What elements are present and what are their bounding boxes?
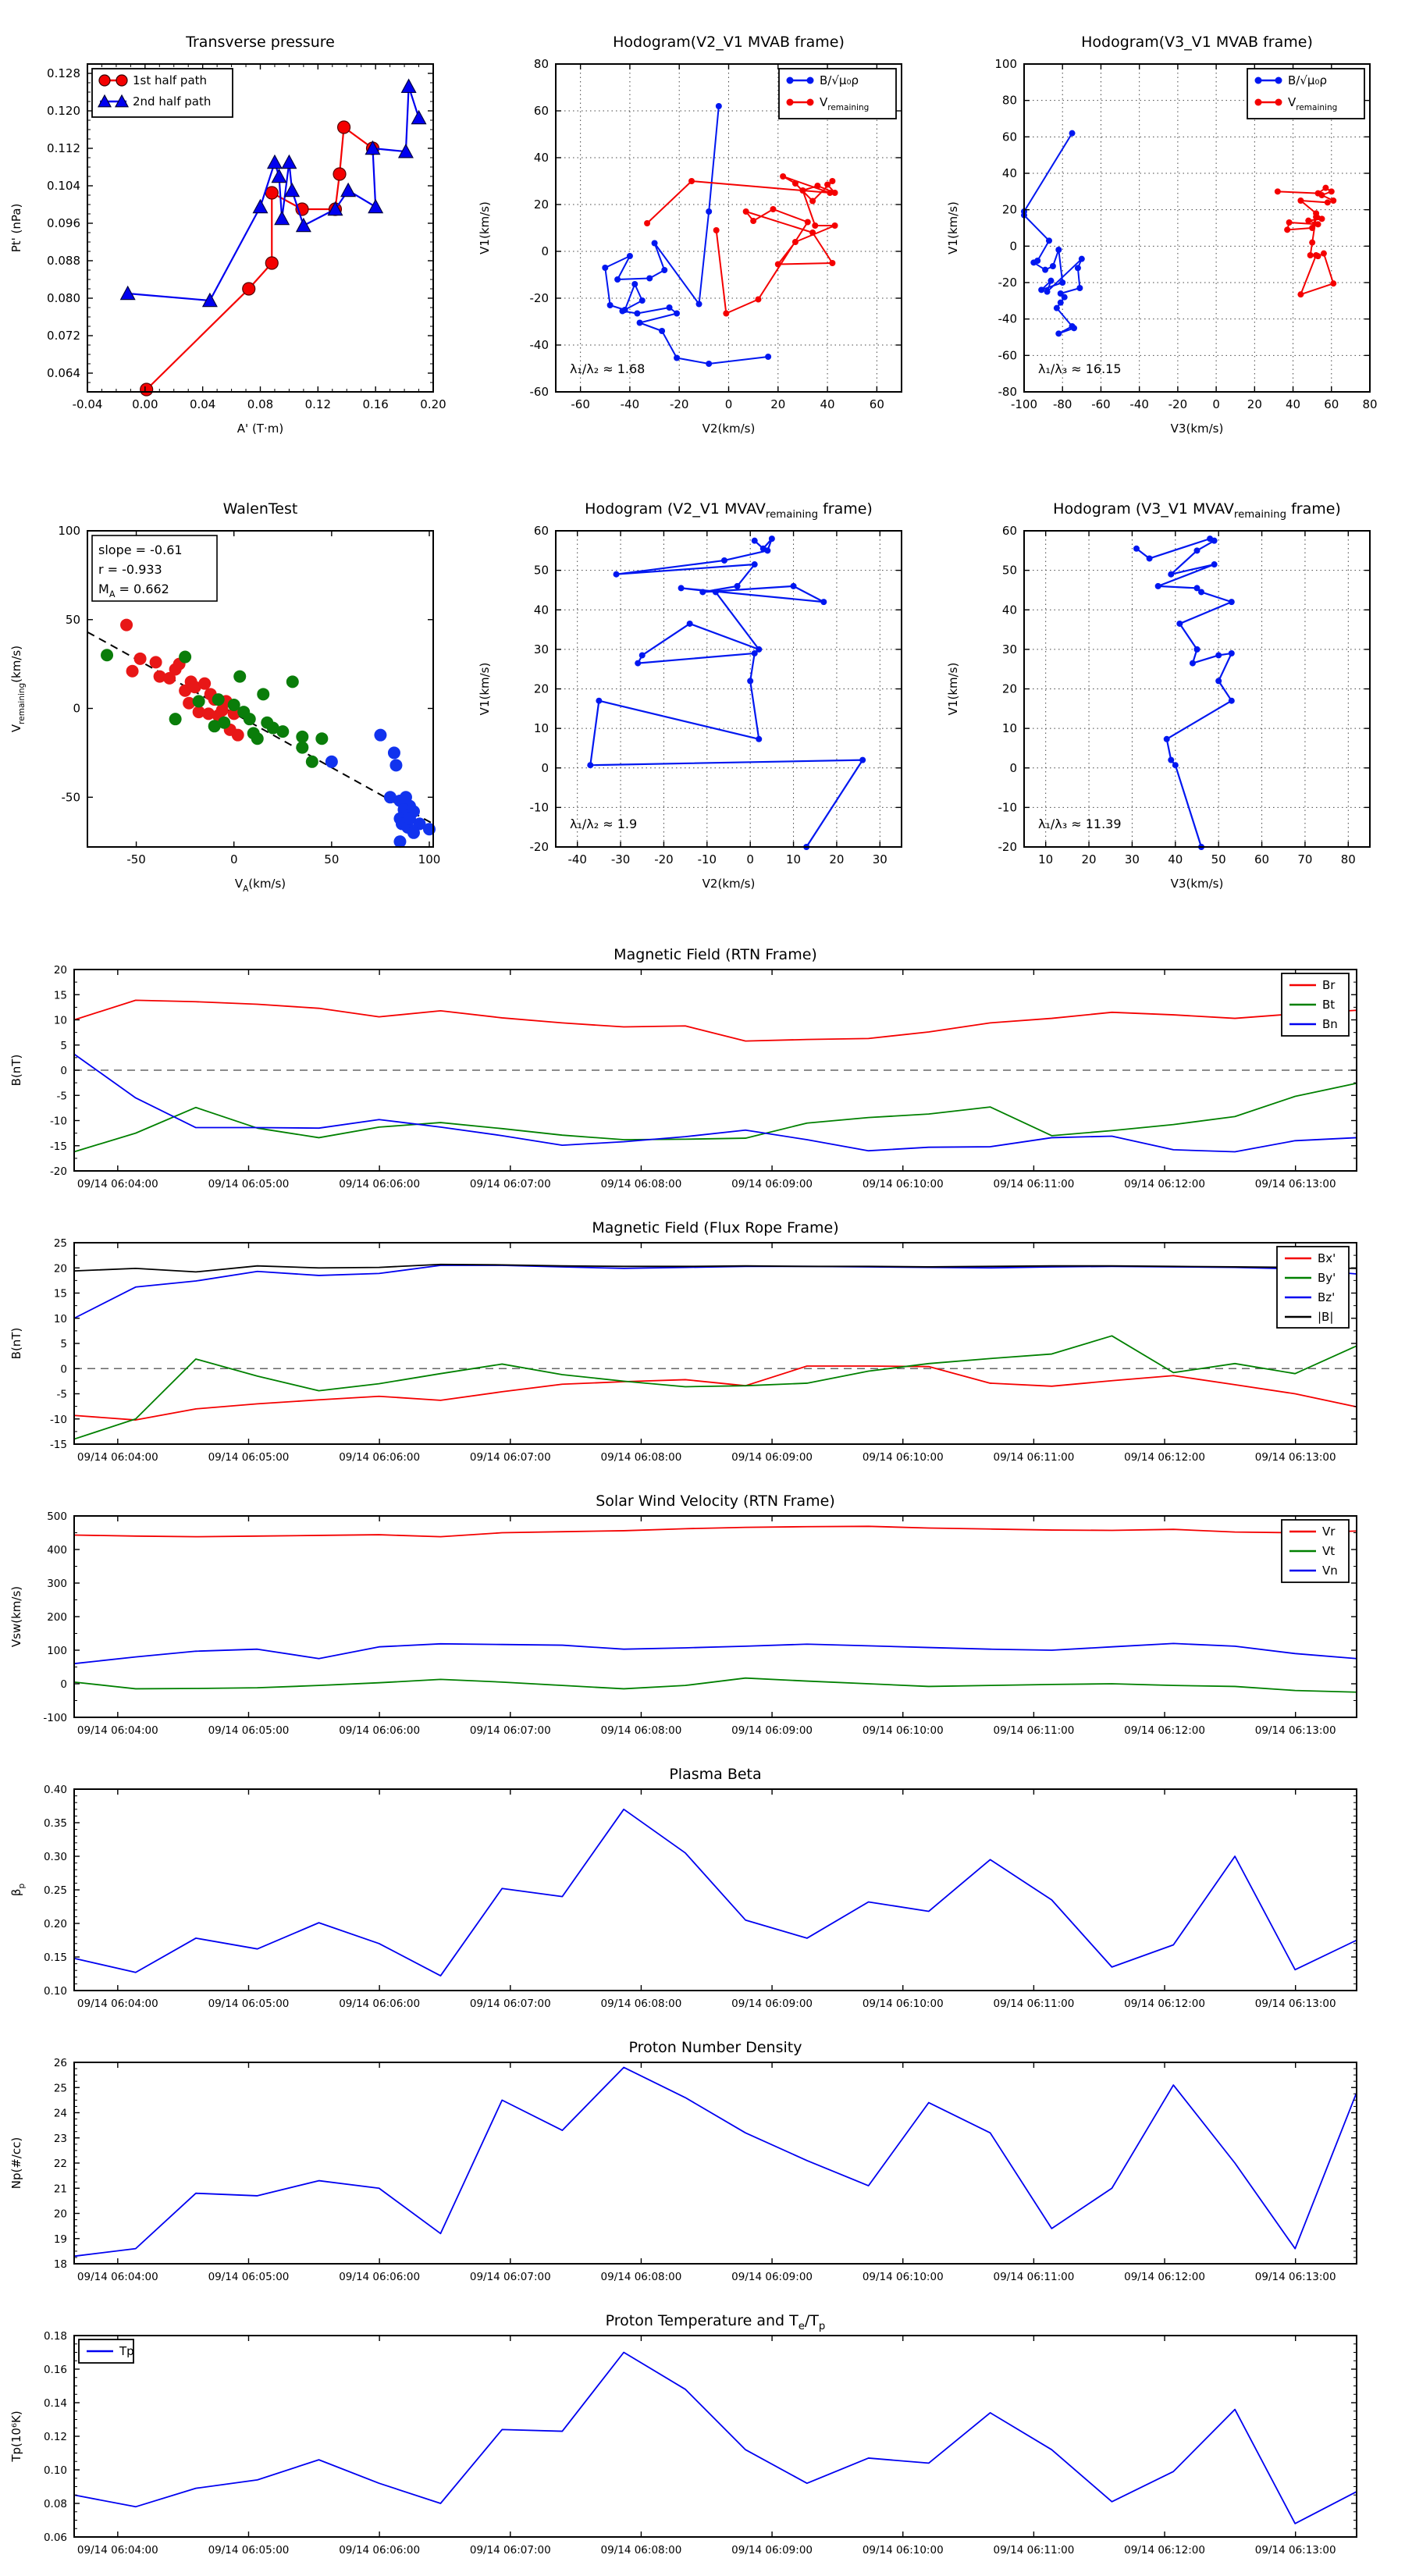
svg-text:By': By' [1318, 1271, 1336, 1285]
svg-text:09/14 06:12:00: 09/14 06:12:00 [1124, 1451, 1205, 1464]
svg-text:70: 70 [1297, 852, 1313, 866]
svg-text:0: 0 [60, 1363, 67, 1376]
chart-transverse-pressure [0, 0, 468, 468]
svg-text:09/14 06:12:00: 09/14 06:12:00 [1124, 1724, 1205, 1737]
svg-text:30: 30 [872, 852, 887, 866]
svg-text:09/14 06:12:00: 09/14 06:12:00 [1124, 1998, 1205, 2010]
svg-text:15: 15 [53, 1287, 67, 1300]
svg-text:B(nT): B(nT) [9, 1054, 23, 1087]
svg-text:30: 30 [1001, 642, 1017, 656]
svg-text:09/14 06:05:00: 09/14 06:05:00 [208, 2271, 290, 2283]
svg-text:-40: -40 [1129, 397, 1149, 411]
svg-text:-0.04: -0.04 [72, 397, 103, 411]
chart-walen-test [0, 468, 468, 937]
svg-text:0.15: 0.15 [43, 1952, 67, 1964]
svg-text:09/14 06:09:00: 09/14 06:09:00 [731, 1998, 813, 2010]
svg-text:0.064: 0.064 [47, 366, 80, 380]
svg-text:20: 20 [53, 1262, 67, 1276]
svg-text:-20: -20 [669, 397, 689, 411]
svg-text:09/14 06:04:00: 09/14 06:04:00 [76, 2271, 158, 2283]
svg-text:10: 10 [53, 1312, 67, 1325]
svg-text:Br: Br [1322, 978, 1336, 992]
svg-text:20: 20 [1001, 202, 1017, 217]
svg-text:20: 20 [770, 397, 786, 411]
svg-text:09/14 06:04:00: 09/14 06:04:00 [76, 1724, 158, 1737]
svg-text:Magnetic Field (Flux Rope Fram: Magnetic Field (Flux Rope Frame) [592, 1219, 839, 1236]
svg-text:50: 50 [1211, 852, 1226, 866]
svg-text:-10: -10 [998, 800, 1017, 815]
svg-text:-80: -80 [1052, 397, 1072, 411]
svg-text:0: 0 [60, 1065, 67, 1077]
svg-text:Vsw(km/s): Vsw(km/s) [9, 1585, 23, 1648]
svg-text:09/14 06:07:00: 09/14 06:07:00 [469, 1724, 551, 1737]
svg-text:Magnetic Field (RTN Frame): Magnetic Field (RTN Frame) [614, 946, 817, 963]
svg-text:10: 10 [1038, 852, 1054, 866]
svg-text:-20: -20 [49, 1165, 67, 1178]
chart-plasma-beta [0, 1756, 1405, 2030]
svg-text:09/14 06:13:00: 09/14 06:13:00 [1254, 1451, 1336, 1464]
svg-text:Solar Wind Velocity (RTN Frame: Solar Wind Velocity (RTN Frame) [596, 1493, 835, 1510]
svg-text:09/14 06:09:00: 09/14 06:09:00 [731, 2271, 813, 2283]
svg-text:09/14 06:10:00: 09/14 06:10:00 [862, 2544, 944, 2556]
chart-hodogram-v2v1-mvab [468, 0, 937, 468]
svg-text:09/14 06:06:00: 09/14 06:06:00 [339, 2544, 421, 2556]
svg-text:80: 80 [1001, 93, 1017, 108]
svg-text:40: 40 [533, 151, 549, 165]
svg-text:Proton Temperature and Te​/Tp​: Proton Temperature and $T_e/T_p$ [605, 2312, 826, 2332]
svg-text:20: 20 [1247, 397, 1262, 411]
svg-text:50: 50 [324, 852, 340, 866]
svg-text:09/14 06:11:00: 09/14 06:11:00 [993, 1724, 1075, 1737]
svg-text:0.14: 0.14 [43, 2397, 67, 2410]
svg-text:-20: -20 [529, 840, 549, 854]
svg-text:Vr: Vr [1322, 1525, 1336, 1539]
svg-text:0.08: 0.08 [247, 397, 274, 411]
svg-text:200: 200 [47, 1611, 67, 1624]
svg-text:5: 5 [60, 1338, 67, 1350]
svg-text:0.10: 0.10 [43, 2464, 67, 2477]
svg-text:09/14 06:08:00: 09/14 06:08:00 [600, 2271, 682, 2283]
svg-text:09/14 06:09:00: 09/14 06:09:00 [731, 1451, 813, 1464]
svg-text:22: 22 [53, 2158, 67, 2170]
svg-text:09/14 06:10:00: 09/14 06:10:00 [862, 1998, 944, 2010]
svg-text:-5: -5 [56, 1090, 67, 1103]
svg-text:Hodogram(V3_V1 MVAB frame): Hodogram(V3_V1 MVAB frame) [1081, 34, 1313, 51]
svg-text:100: 100 [418, 852, 441, 866]
svg-text:09/14 06:07:00: 09/14 06:07:00 [469, 1998, 551, 2010]
svg-text:09/14 06:08:00: 09/14 06:08:00 [600, 1178, 682, 1190]
svg-text:50: 50 [533, 563, 549, 578]
svg-text:09/14 06:11:00: 09/14 06:11:00 [993, 1451, 1075, 1464]
svg-text:10: 10 [786, 852, 802, 866]
svg-text:09/14 06:06:00: 09/14 06:06:00 [339, 2271, 421, 2283]
svg-text:0.104: 0.104 [47, 179, 80, 193]
chart-hodogram-v3v1-mvab [937, 0, 1405, 468]
svg-text:60: 60 [533, 524, 549, 538]
svg-text:500: 500 [47, 1510, 67, 1523]
svg-text:-40: -40 [998, 311, 1017, 326]
svg-text:B/√μ₀ρ: B/√μ₀ρ [820, 73, 859, 87]
svg-text:0.112: 0.112 [47, 141, 80, 155]
svg-text:19: 19 [53, 2233, 67, 2246]
svg-text:50: 50 [65, 612, 80, 627]
svg-text:15: 15 [53, 989, 67, 1002]
svg-text:23: 23 [53, 2132, 67, 2145]
svg-text:βp​: $\beta_p$ [9, 1883, 27, 1897]
svg-text:A' (T·m): A' (T·m) [237, 422, 284, 436]
svg-text:40: 40 [1286, 397, 1301, 411]
svg-text:09/14 06:12:00: 09/14 06:12:00 [1124, 2271, 1205, 2283]
svg-text:09/14 06:13:00: 09/14 06:13:00 [1254, 1998, 1336, 2010]
svg-text:0.20: 0.20 [43, 1918, 67, 1930]
svg-text:Plasma Beta: Plasma Beta [669, 1766, 762, 1783]
svg-text:25: 25 [53, 1237, 67, 1250]
svg-text:0: 0 [73, 701, 80, 716]
svg-text:-20: -20 [998, 276, 1017, 290]
svg-text:VA​(km/s): $V_A(km/s)$ [234, 877, 286, 894]
chart-magnetic-field-rtn [0, 937, 1405, 1210]
chart-proton-number-density [0, 2030, 1405, 2303]
svg-text:-10: -10 [49, 1115, 67, 1128]
svg-text:B(nT): B(nT) [9, 1327, 23, 1360]
svg-text:5: 5 [60, 1039, 67, 1052]
svg-text:B/√μ₀ρ: B/√μ₀ρ [1288, 73, 1327, 87]
svg-text:18: 18 [53, 2258, 67, 2271]
svg-text:Hodogram (V3_V1 MVAVremaining​: Hodogram (V3_V1 $MVAV_{remaining}$ frame) [1053, 500, 1341, 521]
svg-text:80: 80 [1362, 397, 1378, 411]
svg-text:0: 0 [746, 852, 754, 866]
svg-text:-60: -60 [998, 348, 1017, 363]
svg-text:V1(km/s): V1(km/s) [478, 201, 492, 254]
svg-text:21: 21 [53, 2183, 67, 2196]
svg-text:V3(km/s): V3(km/s) [1170, 422, 1224, 436]
svg-text:09/14 06:11:00: 09/14 06:11:00 [993, 2544, 1075, 2556]
svg-text:40: 40 [1001, 603, 1017, 617]
svg-text:-60: -60 [529, 385, 549, 399]
svg-text:26: 26 [53, 2057, 67, 2069]
svg-text:20: 20 [829, 852, 845, 866]
svg-text:100: 100 [58, 524, 80, 538]
svg-text:-60: -60 [571, 397, 590, 411]
svg-text:400: 400 [47, 1544, 67, 1557]
chart-hodogram-v3v1-mvav [937, 468, 1405, 937]
svg-text:09/14 06:10:00: 09/14 06:10:00 [862, 2271, 944, 2283]
svg-text:25: 25 [53, 2082, 67, 2095]
svg-text:V2(km/s): V2(km/s) [702, 422, 756, 436]
svg-text:-20: -20 [529, 291, 549, 305]
svg-text:09/14 06:09:00: 09/14 06:09:00 [731, 1178, 813, 1190]
svg-text:Bn: Bn [1322, 1017, 1338, 1031]
svg-text:09/14 06:13:00: 09/14 06:13:00 [1254, 1724, 1336, 1737]
svg-text:10: 10 [53, 1014, 67, 1027]
svg-text:09/14 06:05:00: 09/14 06:05:00 [208, 1998, 290, 2010]
svg-text:0.16: 0.16 [43, 2364, 67, 2376]
svg-text:09/14 06:10:00: 09/14 06:10:00 [862, 1178, 944, 1190]
svg-text:V1(km/s): V1(km/s) [478, 662, 492, 716]
svg-text:1st half path: 1st half path [133, 73, 208, 87]
svg-text:09/14 06:08:00: 09/14 06:08:00 [600, 1724, 682, 1737]
svg-text:-100: -100 [1010, 397, 1038, 411]
svg-text:0.12: 0.12 [43, 2431, 67, 2443]
svg-text:-10: -10 [529, 800, 549, 815]
svg-text:-30: -30 [610, 852, 631, 866]
svg-text:-20: -20 [654, 852, 674, 866]
svg-text:30: 30 [1124, 852, 1140, 866]
svg-text:80: 80 [533, 57, 549, 71]
svg-text:20: 20 [1081, 852, 1097, 866]
svg-text:0.10: 0.10 [43, 1985, 67, 1998]
svg-text:-60: -60 [1091, 397, 1111, 411]
svg-text:50: 50 [1001, 563, 1017, 578]
svg-text:0.088: 0.088 [47, 254, 80, 268]
svg-text:09/14 06:04:00: 09/14 06:04:00 [76, 1178, 158, 1190]
svg-text:λ₁/λ₂ ≈ 1.9: λ₁/λ₂ ≈ 1.9 [570, 817, 638, 831]
svg-text:40: 40 [1168, 852, 1183, 866]
svg-text:0: 0 [541, 760, 549, 775]
svg-text:Vn: Vn [1322, 1564, 1338, 1578]
svg-text:2nd half path: 2nd half path [133, 94, 212, 109]
svg-text:-10: -10 [49, 1413, 67, 1426]
svg-text:-20: -20 [1168, 397, 1188, 411]
svg-text:V1(km/s): V1(km/s) [946, 662, 960, 716]
svg-text:20: 20 [533, 197, 549, 212]
svg-text:60: 60 [1254, 852, 1270, 866]
svg-text:Transverse pressure: Transverse pressure [186, 34, 335, 51]
svg-text:09/14 06:07:00: 09/14 06:07:00 [469, 2544, 551, 2556]
svg-text:09/14 06:05:00: 09/14 06:05:00 [208, 2544, 290, 2556]
svg-text:0.128: 0.128 [47, 66, 80, 80]
svg-text:-20: -20 [998, 840, 1017, 854]
svg-text:0.080: 0.080 [47, 291, 80, 305]
svg-text:Np(#/cc): Np(#/cc) [9, 2137, 23, 2190]
svg-text:09/14 06:10:00: 09/14 06:10:00 [862, 1724, 944, 1737]
svg-text:40: 40 [1001, 166, 1017, 180]
svg-text:λ₁/λ₃ ≈ 16.15: λ₁/λ₃ ≈ 16.15 [1038, 361, 1122, 376]
svg-text:0.08: 0.08 [43, 2498, 67, 2510]
svg-text:09/14 06:08:00: 09/14 06:08:00 [600, 1451, 682, 1464]
svg-text:-40: -40 [529, 338, 549, 352]
chart-hodogram-v2v1-mvav [468, 468, 937, 937]
svg-text:60: 60 [1001, 524, 1017, 538]
chart-proton-temperature [0, 2303, 1405, 2576]
svg-text:MA​ = 0.662: $M_A = 0.662$ [98, 582, 169, 600]
svg-text:0: 0 [1212, 397, 1220, 411]
svg-text:-15: -15 [49, 1439, 67, 1451]
svg-text:20: 20 [53, 964, 67, 977]
svg-text:0: 0 [60, 1678, 67, 1691]
svg-text:V1(km/s): V1(km/s) [946, 201, 960, 254]
svg-text:40: 40 [820, 397, 835, 411]
svg-text:0.40: 0.40 [43, 1784, 67, 1796]
svg-text:60: 60 [869, 397, 884, 411]
svg-text:|B|: |B| [1318, 1310, 1334, 1324]
svg-text:0: 0 [541, 244, 549, 258]
svg-text:20: 20 [1001, 681, 1017, 696]
svg-text:Bx': Bx' [1318, 1251, 1336, 1265]
svg-text:0.06: 0.06 [43, 2532, 67, 2544]
svg-text:0.16: 0.16 [362, 397, 389, 411]
svg-text:Bz': Bz' [1318, 1290, 1336, 1304]
svg-text:0.096: 0.096 [47, 216, 80, 230]
svg-text:09/14 06:05:00: 09/14 06:05:00 [208, 1451, 290, 1464]
svg-text:0: 0 [724, 397, 733, 411]
svg-text:λ₁/λ₂ ≈ 1.68: λ₁/λ₂ ≈ 1.68 [570, 361, 646, 376]
svg-text:60: 60 [533, 104, 549, 118]
svg-text:09/14 06:04:00: 09/14 06:04:00 [76, 2544, 158, 2556]
svg-text:09/14 06:13:00: 09/14 06:13:00 [1254, 2271, 1336, 2283]
svg-text:0: 0 [1009, 239, 1017, 254]
svg-text:Vremaining​: $V_{remaining}$ [1288, 95, 1338, 112]
chart-solar-wind-velocity [0, 1483, 1405, 1756]
svg-text:Proton Number Density: Proton Number Density [628, 2039, 802, 2056]
svg-text:WalenTest: WalenTest [222, 500, 298, 518]
svg-text:60: 60 [1001, 130, 1017, 144]
svg-text:40: 40 [533, 603, 549, 617]
svg-text:0.12: 0.12 [304, 397, 332, 411]
svg-text:09/14 06:11:00: 09/14 06:11:00 [993, 2271, 1075, 2283]
svg-text:300: 300 [47, 1578, 67, 1590]
svg-text:09/14 06:05:00: 09/14 06:05:00 [208, 1178, 290, 1190]
svg-text:Bt: Bt [1322, 998, 1336, 1012]
svg-text:-40: -40 [620, 397, 640, 411]
svg-text:0.18: 0.18 [43, 2330, 67, 2343]
svg-text:0.20: 0.20 [420, 397, 446, 411]
svg-text:0.30: 0.30 [43, 1851, 67, 1863]
svg-text:Pt' (nPa): Pt' (nPa) [9, 203, 23, 253]
svg-text:80: 80 [1340, 852, 1356, 866]
svg-text:09/14 06:06:00: 09/14 06:06:00 [339, 1724, 421, 1737]
svg-text:-100: -100 [43, 1712, 67, 1724]
svg-text:24: 24 [53, 2107, 67, 2120]
svg-text:100: 100 [47, 1645, 67, 1657]
svg-text:30: 30 [533, 642, 549, 656]
svg-text:Hodogram (V2_V1 MVAVremaining​: Hodogram (V2_V1 $MVAV_{remaining}$ frame) [585, 500, 873, 521]
svg-text:09/14 06:06:00: 09/14 06:06:00 [339, 1451, 421, 1464]
svg-text:-10: -10 [697, 852, 717, 866]
svg-text:V2(km/s): V2(km/s) [702, 877, 756, 891]
svg-text:09/14 06:06:00: 09/14 06:06:00 [339, 1178, 421, 1190]
svg-text:60: 60 [1324, 397, 1339, 411]
svg-text:0: 0 [229, 852, 238, 866]
svg-text:09/14 06:13:00: 09/14 06:13:00 [1254, 2544, 1336, 2556]
svg-text:-5: -5 [56, 1388, 67, 1401]
svg-text:09/14 06:07:00: 09/14 06:07:00 [469, 1451, 551, 1464]
svg-text:09/14 06:12:00: 09/14 06:12:00 [1124, 1178, 1205, 1190]
svg-text:20: 20 [533, 681, 549, 696]
svg-text:0.120: 0.120 [47, 104, 80, 118]
svg-text:09/14 06:09:00: 09/14 06:09:00 [731, 2544, 813, 2556]
svg-text:09/14 06:07:00: 09/14 06:07:00 [469, 1178, 551, 1190]
svg-text:09/14 06:09:00: 09/14 06:09:00 [731, 1724, 813, 1737]
svg-text:09/14 06:08:00: 09/14 06:08:00 [600, 1998, 682, 2010]
svg-text:09/14 06:13:00: 09/14 06:13:00 [1254, 1178, 1336, 1190]
svg-text:09/14 06:07:00: 09/14 06:07:00 [469, 2271, 551, 2283]
chart-magnetic-field-flux-rope [0, 1210, 1405, 1483]
svg-text:09/14 06:04:00: 09/14 06:04:00 [76, 1998, 158, 2010]
svg-text:0.25: 0.25 [43, 1884, 67, 1897]
svg-text:0.04: 0.04 [189, 397, 216, 411]
svg-text:20: 20 [53, 2208, 67, 2221]
svg-text:-15: -15 [49, 1140, 67, 1153]
svg-text:Tp: Tp [119, 2344, 134, 2358]
svg-text:V3(km/s): V3(km/s) [1170, 877, 1224, 891]
svg-text:100: 100 [994, 57, 1017, 71]
svg-text:Vt: Vt [1322, 1544, 1336, 1558]
svg-text:09/14 06:11:00: 09/14 06:11:00 [993, 1178, 1075, 1190]
svg-text:09/14 06:08:00: 09/14 06:08:00 [600, 2544, 682, 2556]
figure-row-1 [0, 0, 1405, 468]
svg-text:Vremaining​(km/s): $V_{remaining}(km/s)$ [9, 645, 27, 733]
svg-text:10: 10 [533, 721, 549, 736]
figure-row-2 [0, 468, 1405, 937]
svg-text:slope = -0.61: slope = -0.61 [98, 543, 183, 557]
svg-text:0.35: 0.35 [43, 1817, 67, 1830]
svg-text:09/14 06:05:00: 09/14 06:05:00 [208, 1724, 290, 1737]
svg-text:-40: -40 [567, 852, 587, 866]
svg-text:Tp(10⁶K): Tp(10⁶K) [9, 2411, 23, 2462]
svg-text:09/14 06:04:00: 09/14 06:04:00 [76, 1451, 158, 1464]
svg-text:0.00: 0.00 [132, 397, 158, 411]
svg-text:0.072: 0.072 [47, 329, 80, 343]
svg-text:-50: -50 [126, 852, 146, 866]
svg-text:10: 10 [1001, 721, 1017, 736]
svg-text:-50: -50 [61, 790, 80, 805]
svg-text:λ₁/λ₃ ≈ 11.39: λ₁/λ₃ ≈ 11.39 [1038, 817, 1122, 831]
svg-text:09/14 06:12:00: 09/14 06:12:00 [1124, 2544, 1205, 2556]
svg-text:09/14 06:11:00: 09/14 06:11:00 [993, 1998, 1075, 2010]
svg-text:Vremaining​: $V_{remaining}$ [820, 95, 870, 112]
svg-text:r = -0.933: r = -0.933 [98, 562, 162, 577]
svg-text:09/14 06:06:00: 09/14 06:06:00 [339, 1998, 421, 2010]
svg-text:Hodogram(V2_V1 MVAB frame): Hodogram(V2_V1 MVAB frame) [613, 34, 845, 51]
svg-text:09/14 06:10:00: 09/14 06:10:00 [862, 1451, 944, 1464]
svg-text:0: 0 [1009, 760, 1017, 775]
svg-text:-80: -80 [998, 385, 1017, 399]
